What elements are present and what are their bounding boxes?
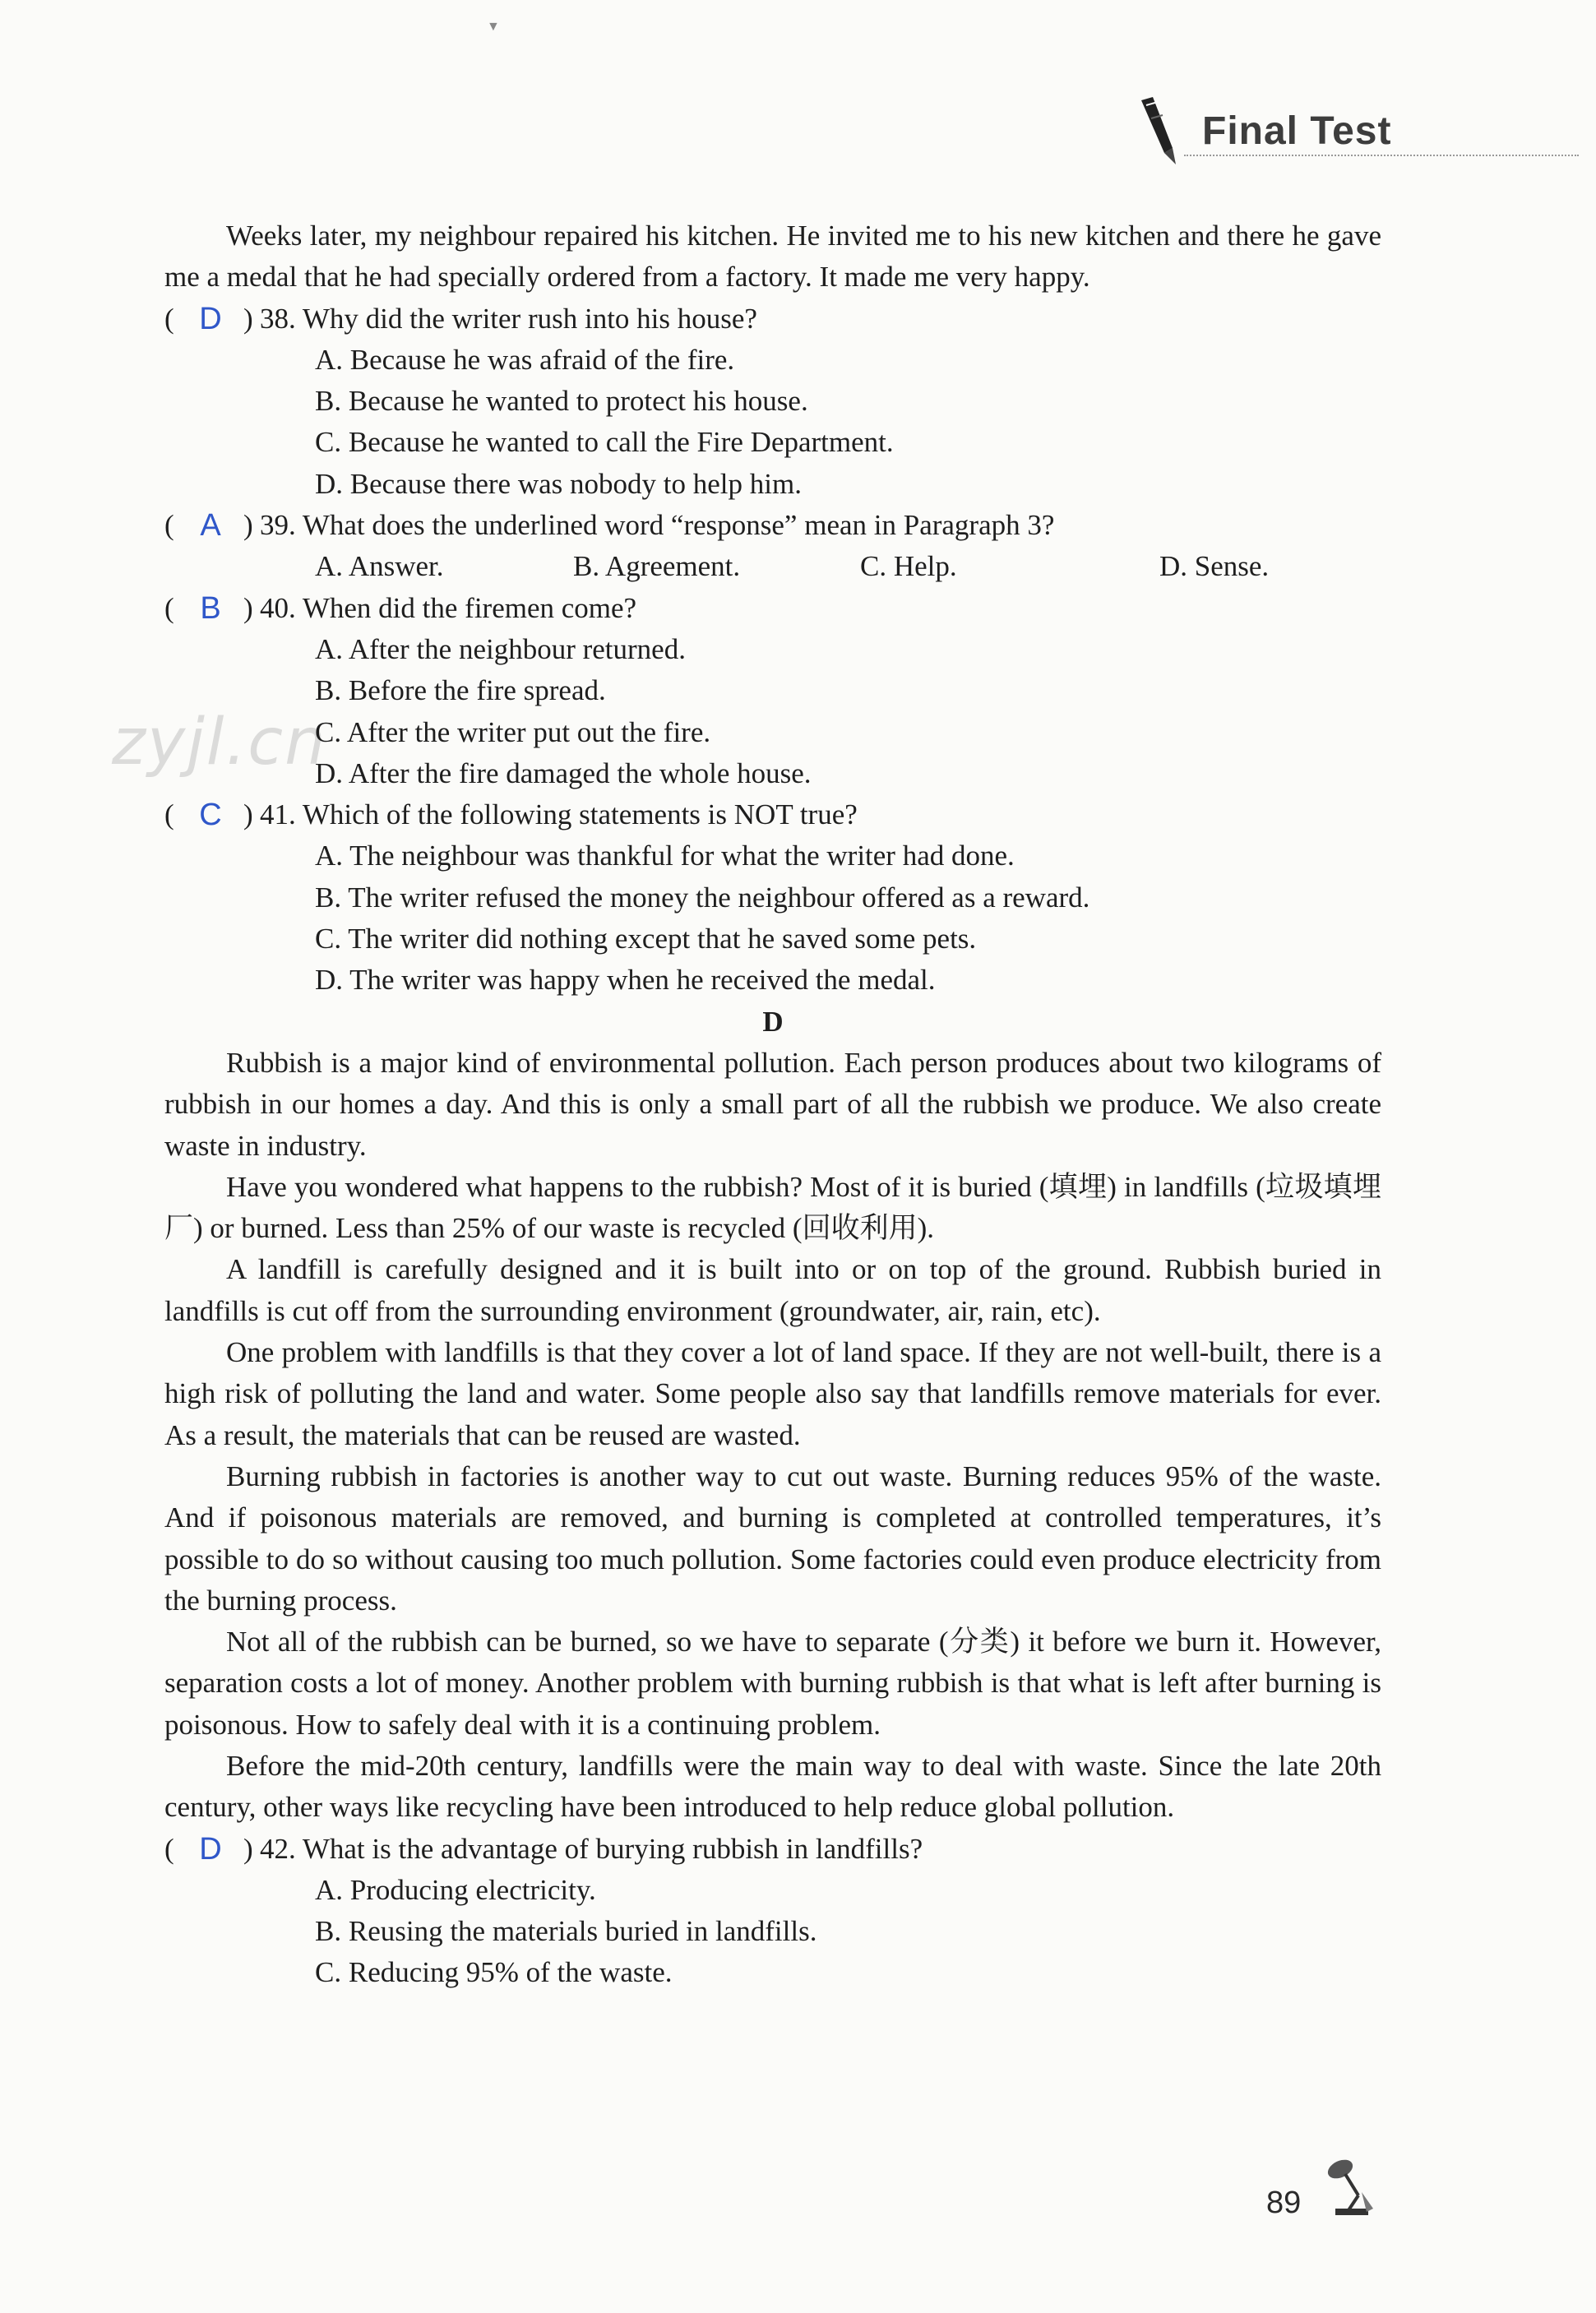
question-42	[164, 1829, 1381, 1870]
question-text: 39. What does the underlined word “response” mean in Paragraph 3?	[260, 509, 1055, 542]
option: A. After the neighbour returned.	[315, 632, 686, 665]
option: A. The neighbour was thankful for what the writer had done.	[315, 840, 1015, 872]
question-text: 38. Why did the writer rush into his house?	[260, 302, 757, 335]
main-content	[164, 215, 1381, 1994]
option: C. Help.	[860, 550, 957, 583]
passage-paragraph: Burning rubbish in factories is another way to cut out waste. Burning reduces 95% of the waste. And if poisonous materials are removed, and burning is completed at controlled temperatures, it’s possible to do so without causing too much pollution. Some factories could even produce electricity from the burning process.	[164, 1460, 1381, 1617]
option: A. Because he was afraid of the fire.	[315, 343, 735, 376]
question-text: 42. What is the advantage of burying rubbish in landfills?	[260, 1832, 923, 1865]
answer-mark: B	[200, 590, 221, 626]
option: B. Reusing the materials buried in landfills.	[315, 1915, 817, 1948]
option: B. Agreement.	[573, 550, 741, 583]
question-38	[164, 298, 1381, 340]
intro-paragraph: Weeks later, my neighbour repaired his kitchen. He invited me to his new kitchen and there he gave me a medal that he had specially ordered from a factory. It made me very happy.	[164, 220, 1381, 294]
passage-paragraph: One problem with landfills is that they cover a lot of land space. If they are not well-built, there is a high risk of polluting the land and water. Some people also say that landfills remove materials for ever. As a result, the materials that can be reused are wasted.	[164, 1336, 1381, 1451]
answer-mark: D	[199, 301, 222, 336]
question-40	[164, 588, 1381, 629]
page-number: 89	[1266, 2186, 1302, 2220]
page-header	[1135, 97, 1596, 163]
question-text: 40. When did the firemen come?	[260, 591, 637, 624]
option: B. Because he wanted to protect his house.	[315, 385, 808, 418]
question-41	[164, 794, 1381, 835]
answer-bracket-close: )	[243, 302, 253, 335]
passage-paragraph: A landfill is carefully designed and it is built into or on top of the ground. Rubbish buried in landfills is cut off from the surrounding environment (groundwater, air, rain, etc).	[164, 1253, 1381, 1327]
answer-bracket-open: (	[164, 509, 174, 542]
option: D. Sense.	[1159, 550, 1270, 583]
option: C. Because he wanted to call the Fire Department.	[315, 426, 894, 459]
option: B. Before the fire spread.	[315, 674, 606, 707]
section-title: D	[762, 1005, 784, 1038]
header-divider	[1184, 155, 1579, 156]
option: D. After the fire damaged the whole house.	[315, 756, 812, 789]
answer-bracket-open: (	[164, 1832, 174, 1865]
desk-lamp-icon	[1316, 2154, 1381, 2220]
answer-bracket-close: )	[243, 591, 253, 624]
answer-bracket-open: (	[164, 302, 174, 335]
question-39	[164, 505, 1381, 546]
option: B. The writer refused the money the neighbour offered as a reward.	[315, 881, 1090, 914]
option: C. After the writer put out the fire.	[315, 715, 711, 748]
print-mark: ▼	[487, 20, 500, 34]
pen-icon	[1135, 97, 1192, 171]
answer-bracket-close: )	[243, 1832, 253, 1865]
answer-bracket-close: )	[243, 798, 253, 831]
passage-paragraph: Have you wondered what happens to the rubbish? Most of it is buried (填埋) in landfills (垃圾填埋厂) or burned. Less than 25% of our waste is recycled (回收利用).	[164, 1170, 1381, 1245]
answer-mark: C	[199, 798, 222, 833]
passage-paragraph: Before the mid-20th century, landfills were the main way to deal with waste. Since the late 20th century, other ways like recycling have been introduced to help reduce global pollution.	[164, 1749, 1381, 1824]
passage-paragraph: Rubbish is a major kind of environmental pollution. Each person produces about two kilograms of rubbish in our homes a day. And this is only a small part of all the rubbish we produce. We also create waste in industry.	[164, 1046, 1381, 1162]
answer-bracket-close: )	[243, 509, 253, 542]
option: C. The writer did nothing except that he saved some pets.	[315, 923, 977, 955]
answer-bracket-open: (	[164, 798, 174, 831]
option: A. Producing electricity.	[315, 1873, 596, 1906]
option: D. The writer was happy when he received the medal.	[315, 964, 936, 997]
option: A. Answer.	[315, 550, 444, 583]
question-text: 41. Which of the following statements is NOT true?	[260, 798, 858, 831]
answer-mark: A	[200, 508, 221, 544]
answer-mark: D	[199, 1831, 222, 1867]
passage-paragraph: Not all of the rubbish can be burned, so we have to separate (分类) it before we burn it. However, separation costs a lot of money. Another problem with burning rubbish is that what is left after burning is poisonous. How to safely deal with it is a continuing problem.	[164, 1626, 1381, 1741]
option: C. Reducing 95% of the waste.	[315, 1956, 673, 1989]
option: D. Because there was nobody to help him.	[315, 467, 802, 500]
answer-bracket-open: (	[164, 591, 174, 624]
watermark: zyjl.cn	[112, 705, 327, 779]
option-row	[164, 546, 1381, 587]
header-title: Final Test	[1202, 109, 1392, 153]
